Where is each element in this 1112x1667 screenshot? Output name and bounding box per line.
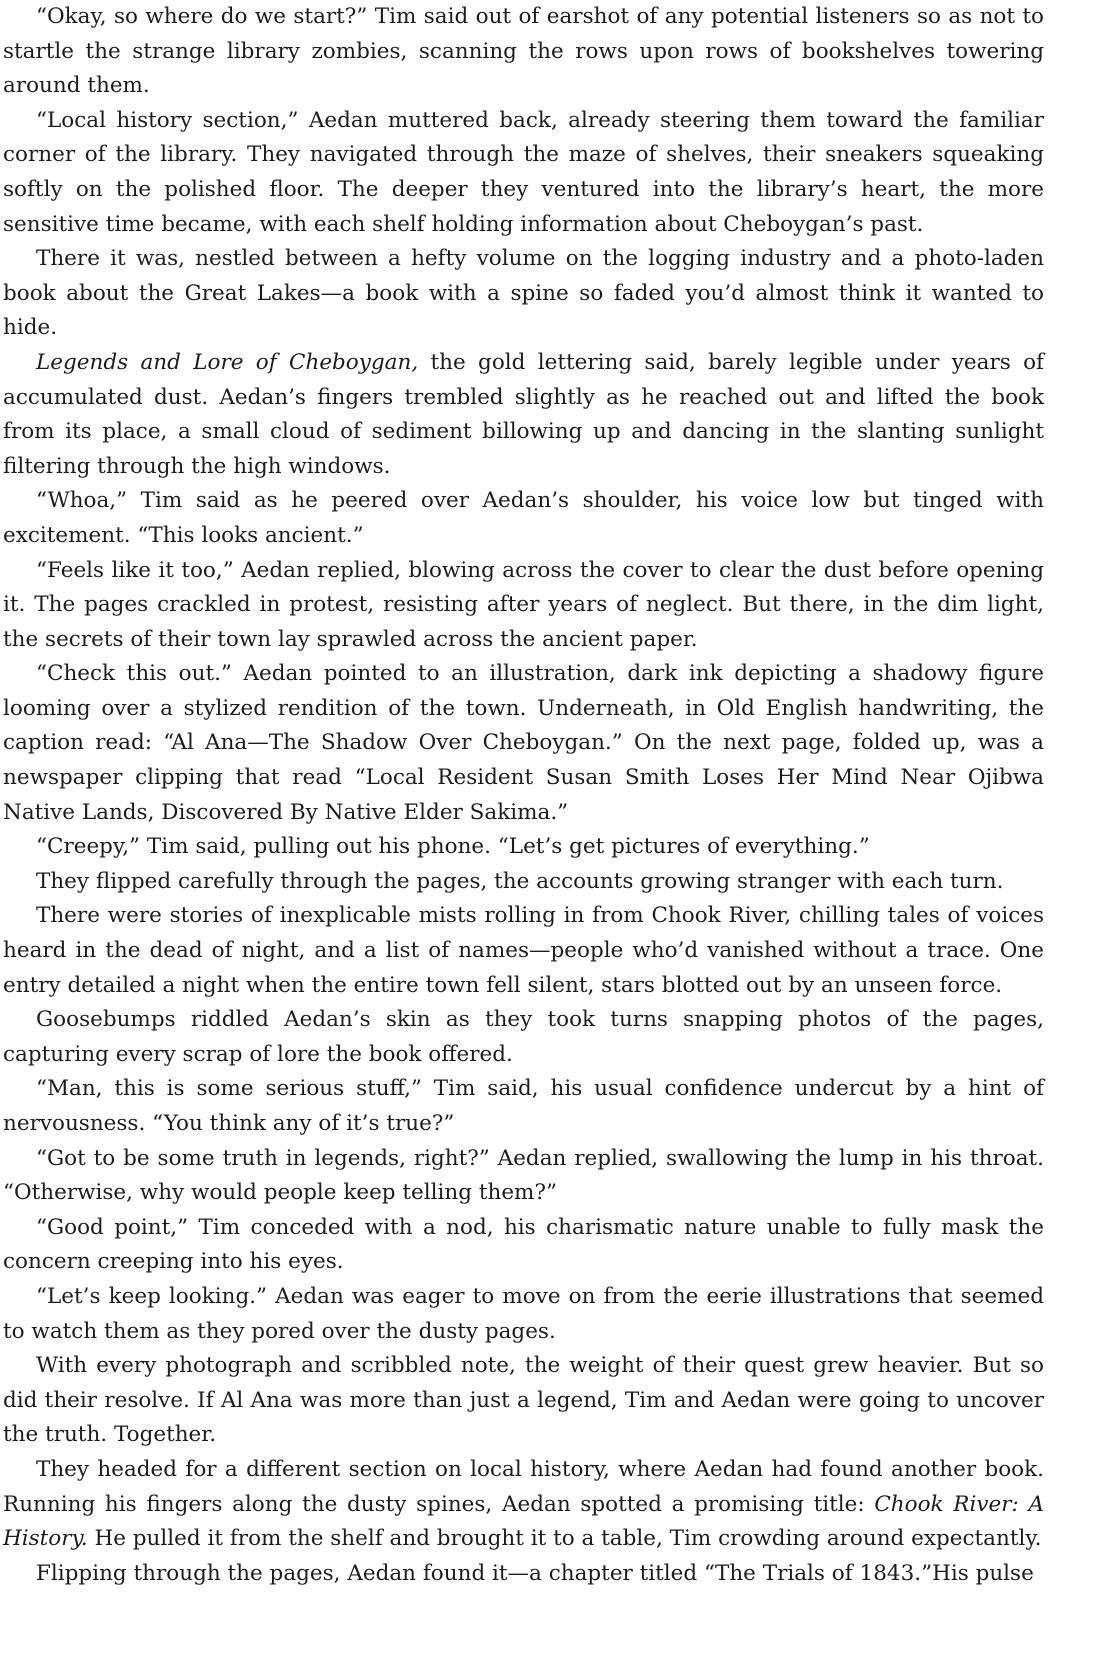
paragraph (3, 899, 1044, 1003)
text-run: “Local history section,” Aedan muttered back, already steering them toward the familiar corner of the library. They navigated through the maze of shelves, their sneakers squeaking softly on the polished floor. The deeper they ventured into the library’s heart, the more sensitive time became, with each shelf holding information about Cheboygan’s past. (3, 107, 1044, 237)
text-run: “Okay, so where do we start?” Tim said out of earshot of any potential listeners so as not to startle the strange library zombies, scanning the rows upon rows of bookshelves towering around them. (3, 4, 1044, 99)
paragraph (3, 0, 1044, 104)
text-run: Flipping through the pages, Aedan found it—a chapter titled “The Trials of 1843.”His pulse (36, 1560, 1034, 1586)
paragraph (3, 657, 1044, 830)
text-run: There were stories of inexplicable mists rolling in from Chook River, chilling tales of voices heard in the dead of night, and a list of names—people who’d vanished without a trace. One entry detailed a night when the entire town fell silent, stars blotted out by an unseen force. (3, 903, 1044, 998)
text-run: “Whoa,” Tim said as he peered over Aedan’s shoulder, his voice low but tinged with excitement. “This looks ancient.” (3, 488, 1044, 548)
paragraph (3, 242, 1044, 346)
italic-title-run: Legends and Lore of Cheboygan, (36, 349, 419, 375)
paragraph (3, 104, 1044, 242)
text-run: “Man, this is some serious stuff,” Tim said, his usual confidence undercut by a hint of nervousness. “You think any of it’s true?” (3, 1076, 1044, 1136)
paragraph (3, 1142, 1044, 1211)
paragraph (3, 1557, 1044, 1592)
text-run: “Let’s keep looking.” Aedan was eager to move on from the eerie illustrations that seemed to watch them as they pored over the dusty pages. (3, 1283, 1044, 1344)
text-run: Goosebumps riddled Aedan’s skin as they took turns snapping photos of the pages, capturing every scrap of lore the book offered. (3, 1007, 1044, 1067)
italic-title-run: Chook River: A History. (3, 1491, 1044, 1552)
text-run: He pulled it from the shelf and brought it to a table, Tim crowding around expectantly. (87, 1526, 1042, 1552)
text-run: “Feels like it too,” Aedan replied, blowing across the cover to clear the dust before opening it. The pages crackled in protest, resisting after years of neglect. But there, in the dim light, the secrets of their town lay sprawled across the ancient paper. (3, 557, 1044, 652)
paragraph (3, 1453, 1044, 1557)
paragraph (3, 865, 1044, 900)
paragraph (3, 1280, 1044, 1349)
text-run: “Check this out.” Aedan pointed to an illustration, dark ink depicting a shadowy figure looming over a stylized rendition of the town. Underneath, in Old English handwriting, the caption read: “Al Ana—The Shadow Over Cheboygan.” On the next page, folded up, was a newspaper clipping that read “Local Resident Susan Smith Loses Her Mind Near Ojibwa Native Lands, Discovered By Native Elder Sakima.” (3, 661, 1044, 825)
paragraph (3, 830, 1044, 865)
paragraph (3, 1072, 1044, 1141)
paragraph (3, 1349, 1044, 1453)
paragraph (3, 484, 1044, 553)
text-run: “Good point,” Tim conceded with a nod, his charismatic nature unable to fully mask the concern creeping into his eyes. (3, 1214, 1044, 1275)
paragraph (3, 346, 1044, 484)
text-run: “Creepy,” Tim said, pulling out his phone. “Let’s get pictures of everything.” (36, 834, 870, 860)
paragraph (3, 554, 1044, 658)
text-run: the gold lettering said, barely legible under years of accumulated dust. Aedan’s fingers trembled slightly as he reached out and lifted the book from its place, a small cloud of sediment billowing up and dancing in the slanting sunlight filtering through the high windows. (3, 349, 1044, 479)
paragraph (3, 1211, 1044, 1280)
text-run: They headed for a different section on local history, where Aedan had found another book. Running his fingers along the dusty spines, Aedan spotted a promising title: (3, 1456, 1044, 1517)
text-run: “Got to be some truth in legends, right?” Aedan replied, swallowing the lump in his throat. “Otherwise, why would people keep telling them?” (3, 1145, 1044, 1206)
paragraph (3, 1003, 1044, 1072)
text-run: With every photograph and scribbled note, the weight of their quest grew heavier. But so did their resolve. If Al Ana was more than just a legend, Tim and Aedan were going to uncover the truth. Together. (3, 1353, 1044, 1448)
text-run: There it was, nestled between a hefty volume on the logging industry and a photo-laden book about the Great Lakes—a book with a spine so faded you’d almost think it wanted to hide. (3, 246, 1044, 341)
text-run: They flipped carefully through the pages, the accounts growing stranger with each turn. (36, 868, 1004, 894)
